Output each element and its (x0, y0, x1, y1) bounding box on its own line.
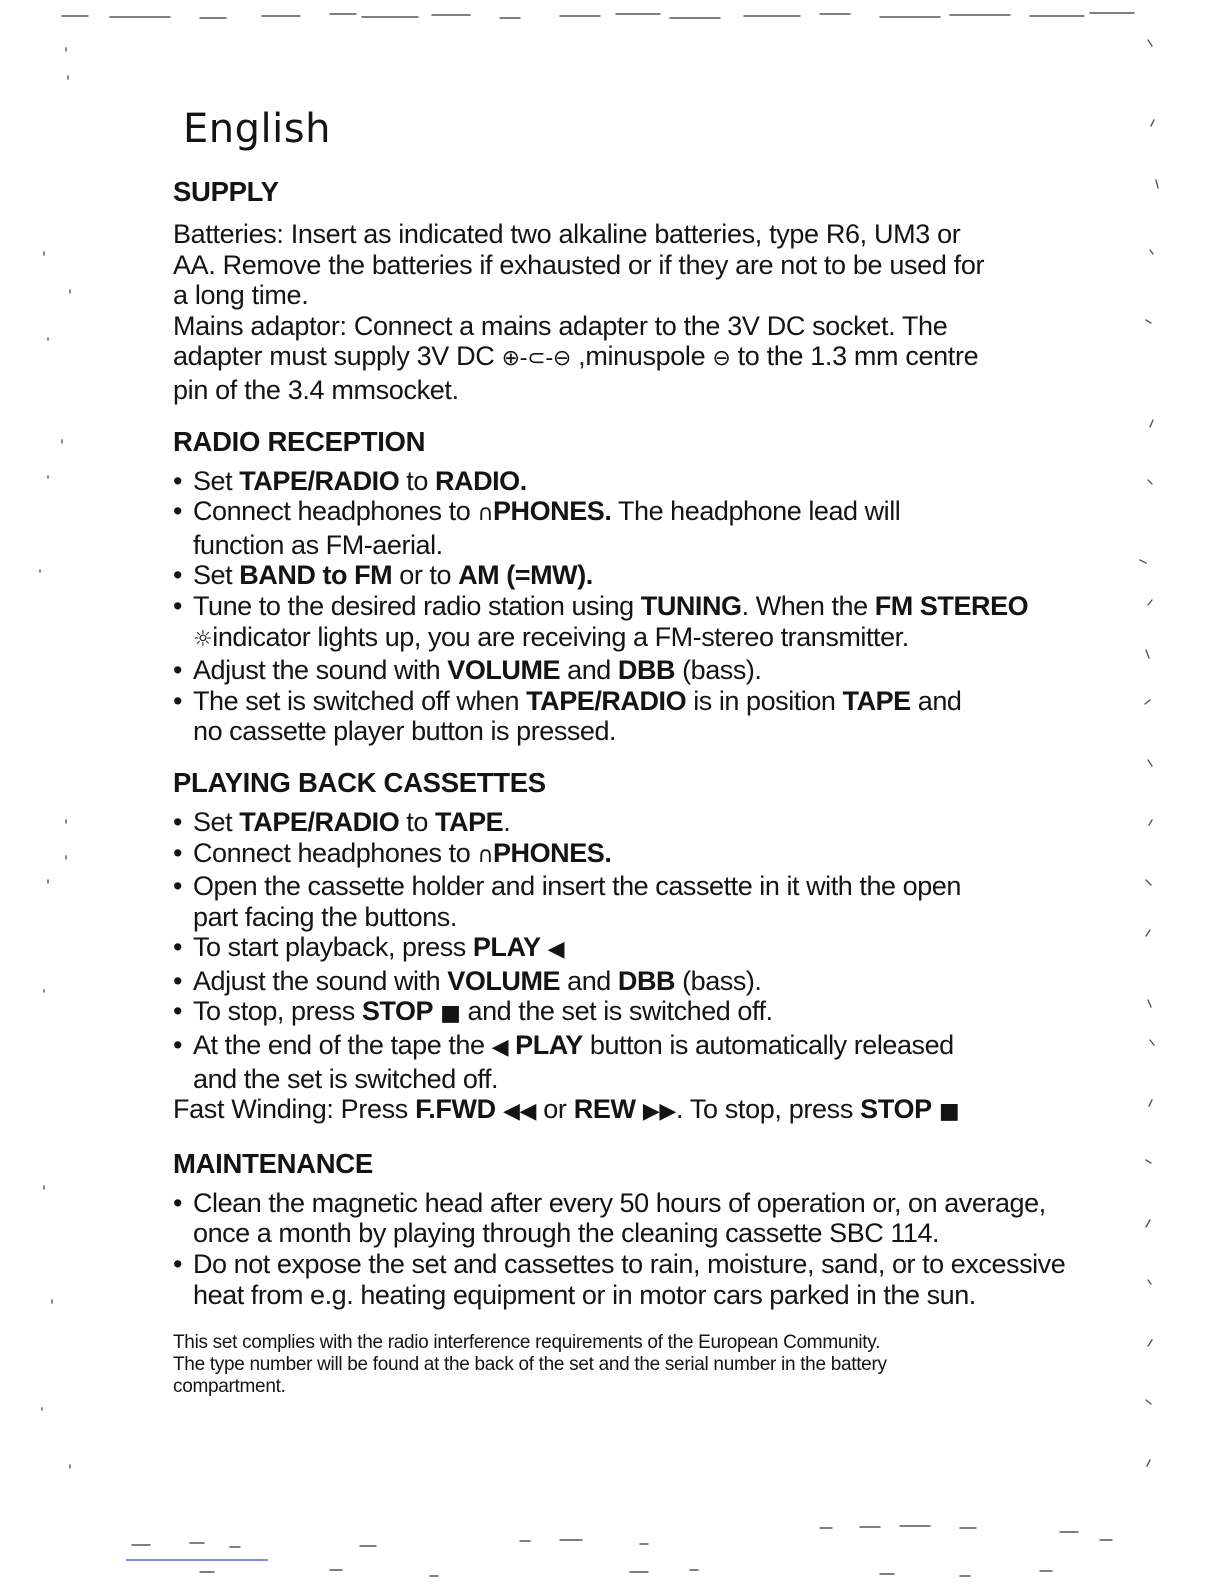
play-icon: ◀ (547, 937, 565, 963)
list-item: • Open the cassette holder and insert the cassette in it with the open part facing the buttons. (173, 871, 1093, 932)
list-item: • At the end of the tape the ◀ PLAY button is automatically released and the set is switched off. (173, 1030, 1093, 1094)
list-item: • Adjust the sound with VOLUME and DBB (bass). (173, 655, 1093, 686)
polarity-symbol-icon: ⊕-⊂-⊖ (501, 346, 572, 372)
list-item: • To stop, press STOP ■ and the set is switched off. (173, 996, 1093, 1030)
list-item: • Set BAND to FM or to AM (=MW). (173, 560, 1093, 591)
list-item: • The set is switched off when TAPE/RADIO is in position TAPE and no cassette player button is pressed. (173, 686, 1093, 747)
list-item: • To start playback, press PLAY ◀ (173, 932, 1093, 966)
maintenance-heading: MAINTENANCE (173, 1147, 373, 1179)
radio-section (173, 424, 1093, 747)
play-icon: ◀ (491, 1035, 509, 1061)
list-item: • Do not expose the set and cassettes to rain, moisture, sand, or to excessive heat from e.g. heating equipment or in motor cars parked in the sun. (173, 1249, 1093, 1310)
list-item: • Set TAPE/RADIO to TAPE. (173, 807, 1093, 838)
compliance-footnote (173, 1332, 1093, 1398)
manual-page (173, 104, 1093, 1398)
mains-line (173, 341, 1093, 375)
headphones-icon: ∩ (477, 842, 493, 868)
headphones-icon: ∩ (477, 501, 493, 527)
mains-line: Mains adaptor: Connect a mains adapter to the 3V DC socket. The (173, 310, 948, 341)
radio-heading: RADIO RECEPTION (173, 425, 426, 457)
cassettes-section (173, 765, 1093, 1128)
batteries-line: AA. Remove the batteries if exhausted or if they are not to be used for (173, 249, 985, 280)
maintenance-steps (173, 1188, 1093, 1310)
rewind-icon: ▶▶ (642, 1099, 676, 1125)
list-item: • Clean the magnetic head after every 50 hours of operation or, on average, once a month by playing through the cleaning cassette SBC 114. (173, 1188, 1093, 1249)
stereo-indicator-icon: ☼ (193, 626, 213, 652)
supply-text (173, 219, 1093, 406)
stop-icon: ■ (440, 1001, 461, 1027)
radio-steps (173, 466, 1093, 747)
mains-line: pin of the 3.4 mmsocket. (173, 374, 459, 405)
language-title: English (183, 106, 331, 152)
footnote-line: compartment. (173, 1376, 286, 1398)
footnote-line: This set complies with the radio interference requirements of the European Community. (173, 1332, 881, 1354)
list-item: • Set TAPE/RADIO to RADIO. (173, 466, 1093, 497)
batteries-line: a long time. (173, 280, 309, 311)
mains-text: adapter must supply 3V DC (173, 341, 495, 372)
mains-text: ,minuspole (578, 341, 706, 372)
list-item: • Connect headphones to ∩PHONES. (173, 838, 1093, 872)
cassettes-heading: PLAYING BACK CASSETTES (173, 766, 546, 798)
fast-forward-icon: ◀◀ (502, 1099, 537, 1125)
cassette-steps (173, 807, 1093, 1094)
batteries-line: Batteries: Insert as indicated two alkaline batteries, type R6, UM3 or (173, 219, 961, 249)
list-item: • Tune to the desired radio station using TUNING. When the FM STEREO ☼indicator lights up, you are receiving a FM-stereo transmitter. (173, 591, 1093, 655)
list-item: • Adjust the sound with VOLUME and DBB (bass). (173, 966, 1093, 997)
stop-icon: ■ (938, 1099, 960, 1125)
fast-winding-line: Fast Winding: Press F.FWD ◀◀ or REW ▶▶. To stop, press STOP ■ (173, 1094, 960, 1125)
supply-section (173, 174, 1093, 406)
minus-pole-icon: ⊖ (712, 346, 731, 372)
maintenance-section (173, 1146, 1093, 1310)
footnote-line: The type number will be found at the back of the set and the serial number in the battery (173, 1354, 887, 1376)
supply-heading: SUPPLY (173, 176, 279, 207)
mains-text: to the 1.3 mm centre (737, 341, 979, 372)
list-item: • Connect headphones to ∩PHONES. The headphone lead will function as FM-aerial. (173, 496, 1093, 560)
